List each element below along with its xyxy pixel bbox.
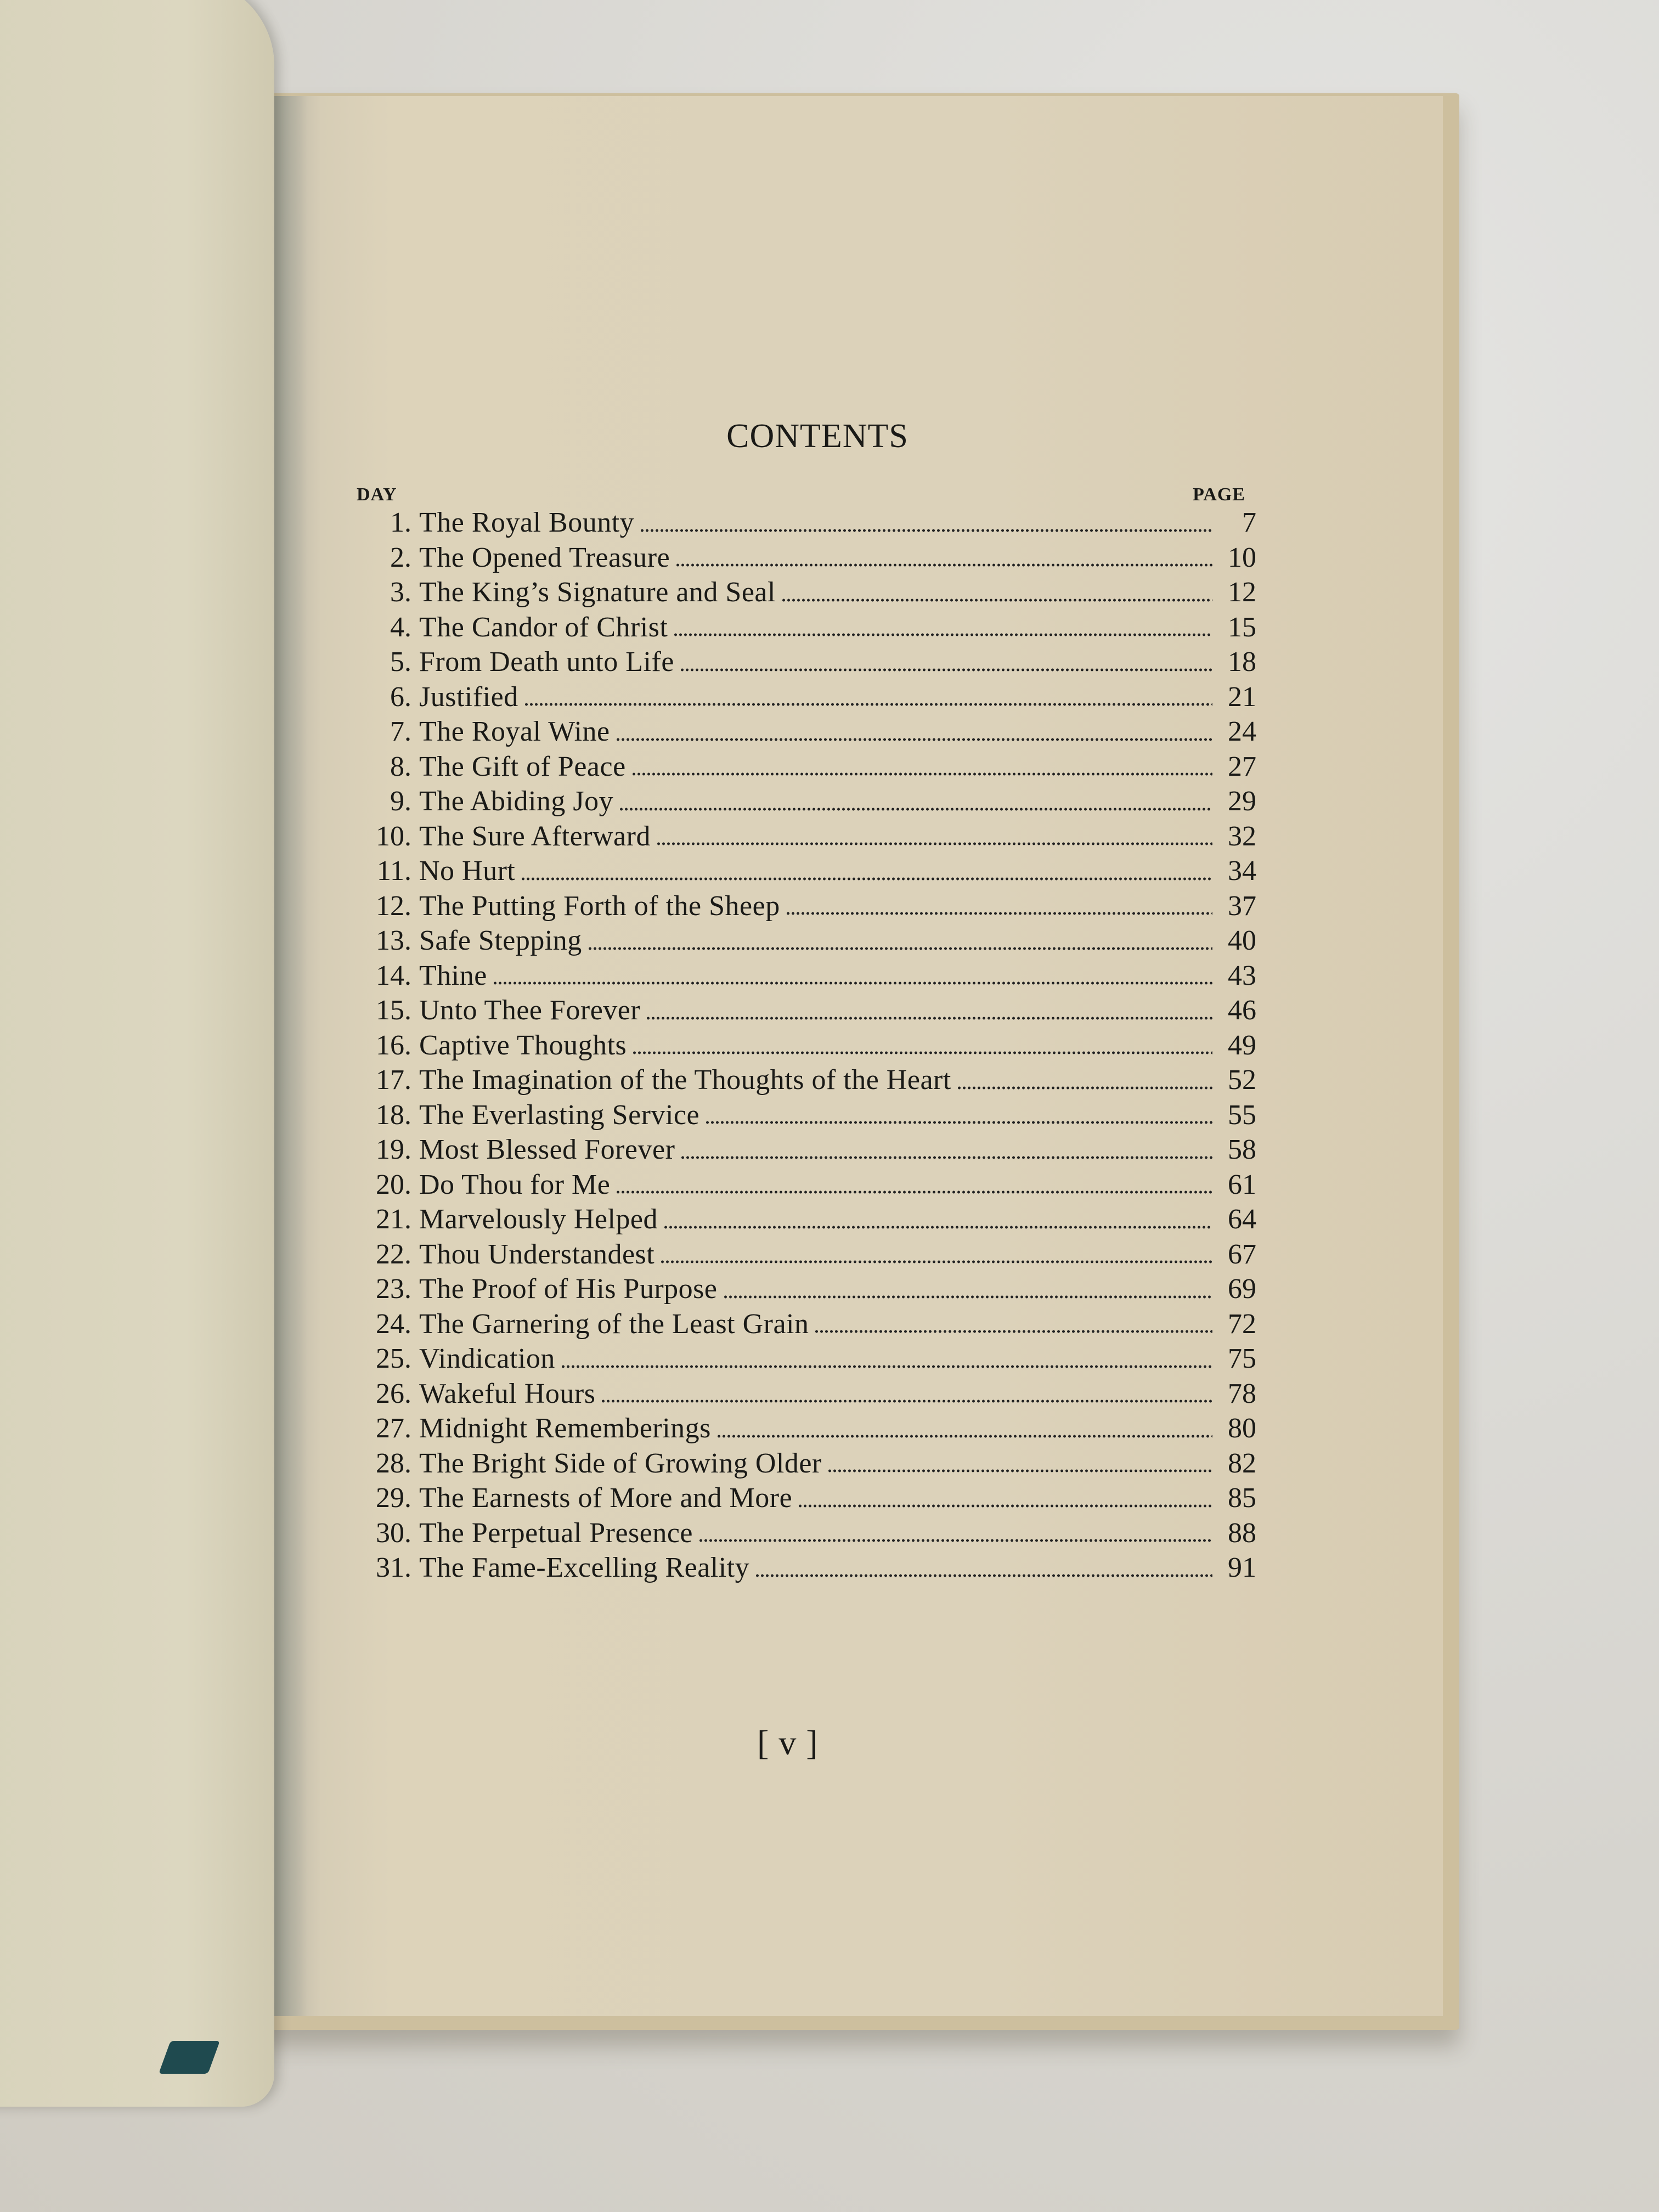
dot-leader bbox=[561, 1364, 1212, 1369]
toc-entry bbox=[357, 505, 1256, 540]
toc-entry-number: 31. bbox=[376, 1552, 411, 1583]
dot-leader bbox=[705, 1120, 1212, 1125]
dot-leader bbox=[619, 807, 1212, 811]
toc-entry-number: 3. bbox=[390, 577, 411, 608]
toc-entry-number: 26. bbox=[376, 1378, 411, 1409]
toc-entry-page: 91 bbox=[1228, 1552, 1256, 1583]
toc-entry-title: The Abiding Joy bbox=[419, 786, 614, 817]
toc-entry-title: The Royal Bounty bbox=[419, 507, 635, 538]
page-column-header: PAGE bbox=[1193, 484, 1245, 505]
toc-entry-page: 12 bbox=[1228, 577, 1256, 608]
toc-entry bbox=[357, 1167, 1256, 1203]
toc-entry-title: The Royal Wine bbox=[419, 716, 610, 747]
toc-entry-page: 49 bbox=[1228, 1029, 1256, 1061]
toc-entry bbox=[357, 1446, 1256, 1481]
toc-entry-page: 82 bbox=[1228, 1447, 1256, 1479]
contents-heading: CONTENTS bbox=[726, 417, 909, 455]
toc-entry-page: 61 bbox=[1228, 1169, 1256, 1200]
toc-entry-page: 88 bbox=[1228, 1517, 1256, 1549]
toc-entry-number: 7. bbox=[390, 716, 411, 747]
dot-leader bbox=[640, 528, 1212, 533]
toc-entry bbox=[357, 1063, 1256, 1098]
toc-entry bbox=[357, 1341, 1256, 1376]
toc-entry bbox=[357, 540, 1256, 575]
toc-entry-number: 2. bbox=[390, 541, 411, 573]
toc-entry bbox=[357, 680, 1256, 715]
toc-entry-number: 25. bbox=[376, 1343, 411, 1374]
dot-leader bbox=[755, 1573, 1212, 1578]
toc-entry-title: Safe Stepping bbox=[419, 925, 582, 956]
toc-entry-title: Thou Understandest bbox=[419, 1238, 655, 1270]
toc-entry-title: The Imagination of the Thoughts of the Heart bbox=[419, 1064, 951, 1096]
toc-entry bbox=[357, 1237, 1256, 1272]
toc-entry-number: 16. bbox=[376, 1029, 411, 1061]
toc-entry bbox=[357, 993, 1256, 1028]
toc-entry-title: The King’s Signature and Seal bbox=[419, 577, 776, 608]
toc-entry-page: 40 bbox=[1228, 925, 1256, 956]
dot-leader bbox=[675, 563, 1212, 567]
toc-entry-number: 6. bbox=[390, 681, 411, 713]
toc-entry-page: 34 bbox=[1228, 855, 1256, 887]
toc-entry-page: 55 bbox=[1228, 1099, 1256, 1131]
toc-entry-number: 11. bbox=[376, 855, 411, 887]
toc-entry-number: 8. bbox=[390, 751, 411, 782]
toc-entry-page: 32 bbox=[1228, 820, 1256, 852]
book-page-left bbox=[0, 0, 274, 2107]
dot-leader bbox=[601, 1399, 1212, 1403]
toc-entry-number: 10. bbox=[376, 820, 411, 852]
toc-entry-title: The Gift of Peace bbox=[419, 751, 626, 782]
dot-leader bbox=[723, 1295, 1212, 1299]
table-of-contents bbox=[357, 417, 1256, 1585]
toc-entry-title: The Everlasting Service bbox=[419, 1099, 700, 1131]
toc-entry bbox=[357, 923, 1256, 958]
dot-leader bbox=[616, 737, 1212, 742]
toc-entry-page: 24 bbox=[1228, 716, 1256, 747]
toc-entry-number: 20. bbox=[376, 1169, 411, 1200]
toc-entry bbox=[357, 854, 1256, 889]
toc-entry bbox=[357, 784, 1256, 819]
dot-leader bbox=[660, 1260, 1212, 1264]
toc-entry-number: 24. bbox=[376, 1308, 411, 1340]
toc-entry bbox=[357, 1272, 1256, 1307]
toc-entry-title: Do Thou for Me bbox=[419, 1169, 611, 1200]
dot-leader bbox=[827, 1469, 1212, 1473]
toc-entry-title: The Earnests of More and More bbox=[419, 1482, 793, 1514]
toc-entry-page: 69 bbox=[1228, 1273, 1256, 1305]
toc-entry-title: Thine bbox=[419, 960, 487, 991]
toc-entry bbox=[357, 1098, 1256, 1133]
toc-entry-number: 28. bbox=[376, 1447, 411, 1479]
toc-entry-title: Captive Thoughts bbox=[419, 1029, 627, 1061]
toc-entry-number: 14. bbox=[376, 960, 411, 991]
toc-entry bbox=[357, 1411, 1256, 1446]
toc-entry-number: 29. bbox=[376, 1482, 411, 1514]
toc-entry-number: 30. bbox=[376, 1517, 411, 1549]
toc-entry-number: 22. bbox=[376, 1238, 411, 1270]
toc-entry-number: 12. bbox=[376, 890, 411, 922]
toc-entry-page: 78 bbox=[1228, 1378, 1256, 1409]
dot-leader bbox=[631, 772, 1212, 776]
toc-entry-title: Marvelously Helped bbox=[419, 1204, 658, 1235]
dot-leader bbox=[673, 633, 1212, 637]
toc-entry-number: 15. bbox=[376, 995, 411, 1026]
toc-entry-page: 52 bbox=[1228, 1064, 1256, 1096]
toc-entry-page: 58 bbox=[1228, 1134, 1256, 1165]
dot-leader bbox=[680, 1155, 1212, 1160]
toc-entry bbox=[357, 575, 1256, 610]
toc-entry-title: The Proof of His Purpose bbox=[419, 1273, 718, 1305]
toc-entry-number: 19. bbox=[376, 1134, 411, 1165]
toc-entry bbox=[357, 1376, 1256, 1412]
dot-leader bbox=[656, 842, 1212, 846]
toc-entry bbox=[357, 819, 1256, 854]
toc-entry bbox=[357, 1307, 1256, 1342]
toc-entry bbox=[357, 1028, 1256, 1063]
toc-entry bbox=[357, 1132, 1256, 1167]
toc-entry-title: Unto Thee Forever bbox=[419, 995, 641, 1026]
toc-entry-title: Midnight Rememberings bbox=[419, 1413, 711, 1444]
toc-entry-page: 75 bbox=[1228, 1343, 1256, 1374]
toc-entry-number: 18. bbox=[376, 1099, 411, 1131]
dot-leader bbox=[814, 1329, 1212, 1334]
toc-entry-page: 37 bbox=[1228, 890, 1256, 922]
toc-entry-page: 46 bbox=[1228, 995, 1256, 1026]
toc-entry bbox=[357, 958, 1256, 994]
day-column-header: DAY bbox=[357, 484, 397, 505]
toc-entry-title: Justified bbox=[419, 681, 518, 713]
toc-entry bbox=[357, 889, 1256, 924]
toc-entry-number: 5. bbox=[390, 646, 411, 678]
page-folio: [v] bbox=[757, 1723, 828, 1762]
dot-leader bbox=[716, 1434, 1212, 1438]
toc-entry-page: 10 bbox=[1228, 541, 1256, 573]
dot-leader bbox=[663, 1225, 1212, 1229]
toc-entry-number: 23. bbox=[376, 1273, 411, 1305]
toc-entry bbox=[357, 610, 1256, 645]
toc-entry-number: 17. bbox=[376, 1064, 411, 1096]
toc-entry-page: 29 bbox=[1228, 786, 1256, 817]
toc-entry-page: 27 bbox=[1228, 751, 1256, 782]
toc-entry-page: 15 bbox=[1228, 611, 1256, 643]
toc-entry-title: From Death unto Life bbox=[419, 646, 674, 678]
dot-leader bbox=[616, 1190, 1212, 1194]
dot-leader bbox=[521, 877, 1212, 881]
dot-leader bbox=[786, 911, 1212, 916]
toc-entry-page: 43 bbox=[1228, 960, 1256, 991]
toc-entry-title: The Perpetual Presence bbox=[419, 1517, 693, 1549]
toc-entry bbox=[357, 1202, 1256, 1237]
dot-leader bbox=[588, 946, 1212, 951]
toc-entry-number: 9. bbox=[390, 786, 411, 817]
toc-entry-number: 27. bbox=[376, 1413, 411, 1444]
toc-entry-title: Vindication bbox=[419, 1343, 555, 1374]
toc-entry-number: 4. bbox=[390, 611, 411, 643]
toc-entry-page: 72 bbox=[1228, 1308, 1256, 1340]
dot-leader bbox=[698, 1538, 1212, 1543]
toc-entry-number: 13. bbox=[376, 925, 411, 956]
toc-entry-title: The Garnering of the Least Grain bbox=[419, 1308, 809, 1340]
dot-leader bbox=[798, 1504, 1212, 1508]
toc-entry-title: The Fame-Excelling Reality bbox=[419, 1552, 750, 1583]
column-headers bbox=[357, 484, 1256, 505]
toc-entry-title: The Opened Treasure bbox=[419, 541, 670, 573]
toc-entry-page: 7 bbox=[1242, 507, 1256, 538]
dot-leader bbox=[680, 668, 1212, 672]
toc-entry-title: The Bright Side of Growing Older bbox=[419, 1447, 822, 1479]
toc-entry-page: 67 bbox=[1228, 1238, 1256, 1270]
dot-leader bbox=[646, 1016, 1212, 1020]
toc-entry-title: Wakeful Hours bbox=[419, 1378, 596, 1409]
toc-entry-title: The Sure Afterward bbox=[419, 820, 651, 852]
dot-leader bbox=[524, 702, 1212, 707]
dot-leader bbox=[957, 1086, 1212, 1090]
dot-leader bbox=[493, 981, 1212, 985]
toc-entry bbox=[357, 1550, 1256, 1585]
dot-leader bbox=[632, 1051, 1212, 1055]
toc-entry-page: 85 bbox=[1228, 1482, 1256, 1514]
toc-entry-title: No Hurt bbox=[419, 855, 516, 887]
toc-entry bbox=[357, 645, 1256, 680]
toc-entry bbox=[357, 714, 1256, 749]
dot-leader bbox=[781, 598, 1212, 602]
toc-entry-number: 21. bbox=[376, 1204, 411, 1235]
toc-entry-page: 80 bbox=[1228, 1413, 1256, 1444]
toc-entry bbox=[357, 749, 1256, 785]
toc-entry-page: 18 bbox=[1228, 646, 1256, 678]
toc-entry-title: Most Blessed Forever bbox=[419, 1134, 675, 1165]
toc-entry-page: 21 bbox=[1228, 681, 1256, 713]
toc-entry-number: 1. bbox=[390, 507, 411, 538]
toc-entry-title: The Putting Forth of the Sheep bbox=[419, 890, 780, 922]
toc-entry-page: 64 bbox=[1228, 1204, 1256, 1235]
toc-entry-title: The Candor of Christ bbox=[419, 611, 668, 643]
toc-list bbox=[357, 505, 1256, 1585]
toc-entry bbox=[357, 1481, 1256, 1516]
toc-entry bbox=[357, 1516, 1256, 1551]
